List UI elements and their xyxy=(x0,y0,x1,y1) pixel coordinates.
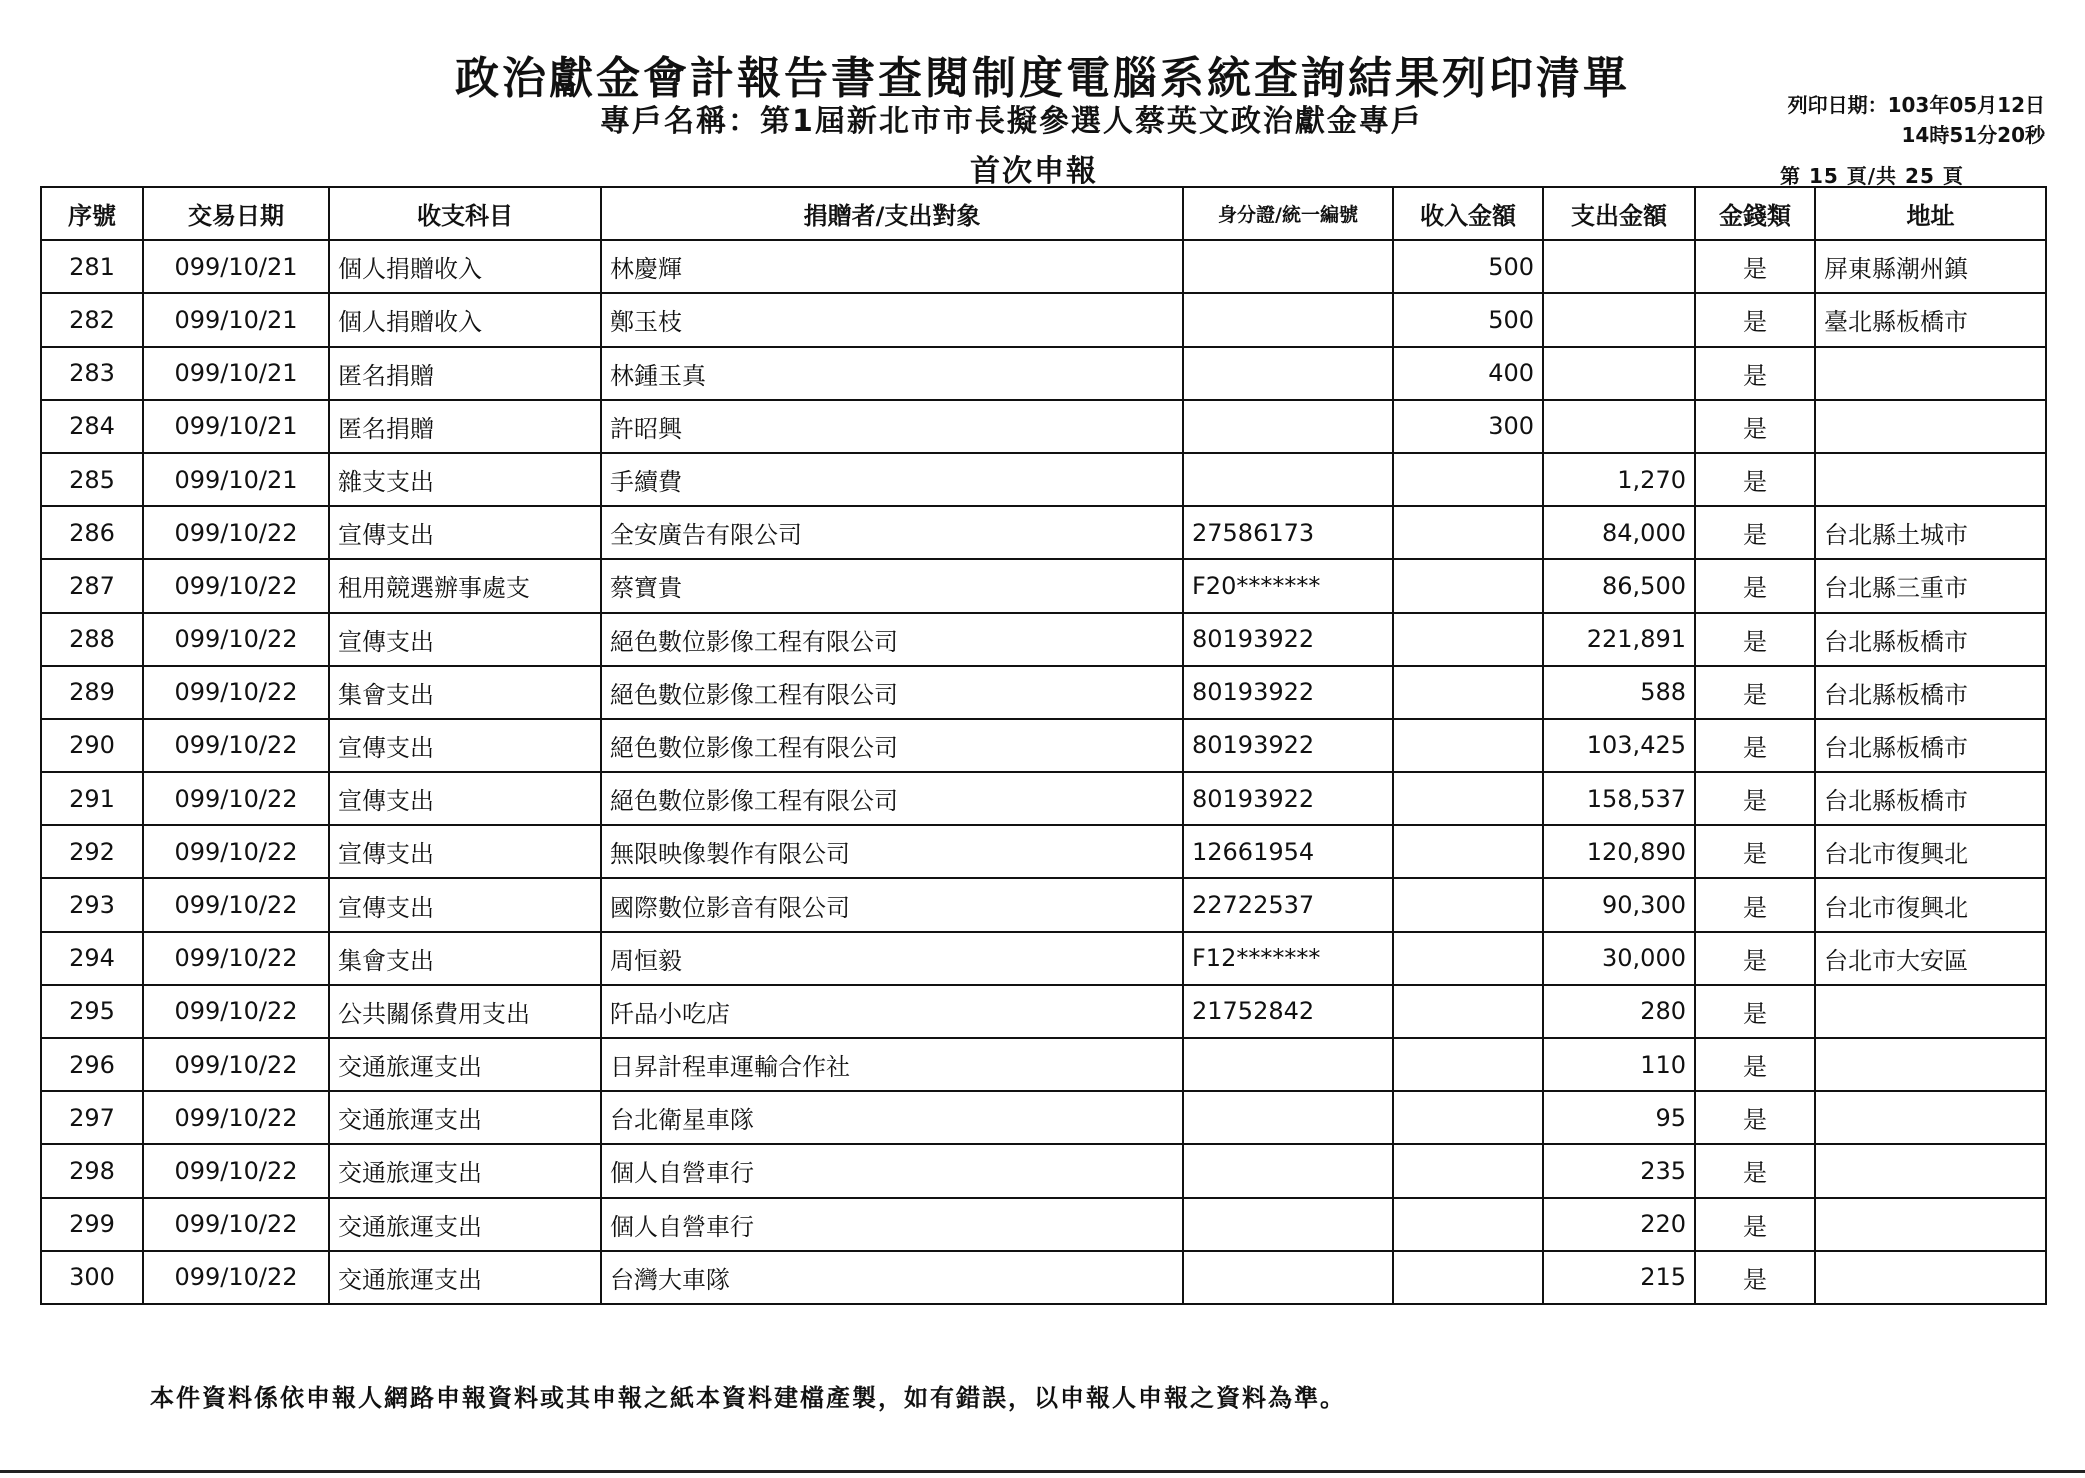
cell-subject: 雜支支出 xyxy=(329,453,601,506)
cell-income xyxy=(1393,1144,1543,1197)
table-row xyxy=(41,1144,2046,1197)
cell-expense: 110 xyxy=(1543,1038,1695,1091)
cell-date: 099/10/22 xyxy=(143,506,329,559)
cell-seq: 293 xyxy=(41,878,143,931)
cell-income xyxy=(1393,1038,1543,1091)
cell-id xyxy=(1183,293,1393,346)
cell-income xyxy=(1393,559,1543,612)
cell-expense: 90,300 xyxy=(1543,878,1695,931)
cell-subject: 宣傳支出 xyxy=(329,878,601,931)
column-header: 收支科目 xyxy=(329,187,601,240)
cell-address xyxy=(1815,400,2046,453)
cell-id xyxy=(1183,1038,1393,1091)
cell-income xyxy=(1393,719,1543,772)
cell-id xyxy=(1183,1251,1393,1304)
cell-cash: 是 xyxy=(1695,1251,1815,1304)
cell-expense: 221,891 xyxy=(1543,613,1695,666)
cell-date: 099/10/21 xyxy=(143,293,329,346)
cell-income xyxy=(1393,878,1543,931)
cell-party: 許昭興 xyxy=(601,400,1183,453)
cell-party: 國際數位影音有限公司 xyxy=(601,878,1183,931)
print-date: 列印日期：103年05月12日 xyxy=(1787,93,2045,117)
footer-note: 本件資料係依申報人網路申報資料或其申報之紙本資料建檔產製，如有錯誤，以申報人申報之資料為準。 xyxy=(150,1384,1346,1412)
cell-id: 22722537 xyxy=(1183,878,1393,931)
cell-expense: 95 xyxy=(1543,1091,1695,1144)
cell-subject: 個人捐贈收入 xyxy=(329,293,601,346)
cell-cash: 是 xyxy=(1695,985,1815,1038)
column-header: 身分證/統一編號 xyxy=(1183,187,1393,240)
records-table xyxy=(40,186,2047,1305)
cell-party: 鄭玉枝 xyxy=(601,293,1183,346)
cell-expense: 30,000 xyxy=(1543,932,1695,985)
cell-date: 099/10/22 xyxy=(143,613,329,666)
cell-subject: 匿名捐贈 xyxy=(329,400,601,453)
cell-date: 099/10/22 xyxy=(143,878,329,931)
cell-expense: 215 xyxy=(1543,1251,1695,1304)
cell-date: 099/10/21 xyxy=(143,347,329,400)
cell-expense: 220 xyxy=(1543,1198,1695,1251)
cell-id: 12661954 xyxy=(1183,825,1393,878)
cell-income: 500 xyxy=(1393,293,1543,346)
cell-seq: 285 xyxy=(41,453,143,506)
cell-date: 099/10/22 xyxy=(143,719,329,772)
column-header: 金錢類 xyxy=(1695,187,1815,240)
cell-seq: 290 xyxy=(41,719,143,772)
column-header: 收入金額 xyxy=(1393,187,1543,240)
cell-date: 099/10/22 xyxy=(143,1198,329,1251)
cell-income xyxy=(1393,825,1543,878)
table-row xyxy=(41,240,2046,293)
cell-address xyxy=(1815,1091,2046,1144)
print-datetime xyxy=(1788,90,2045,150)
cell-seq: 289 xyxy=(41,666,143,719)
cell-income xyxy=(1393,1198,1543,1251)
cell-subject: 個人捐贈收入 xyxy=(329,240,601,293)
cell-cash: 是 xyxy=(1695,878,1815,931)
table-row xyxy=(41,825,2046,878)
cell-subject: 租用競選辦事處支 xyxy=(329,559,601,612)
cell-cash: 是 xyxy=(1695,666,1815,719)
cell-income xyxy=(1393,1091,1543,1144)
cell-party: 蔡寶貴 xyxy=(601,559,1183,612)
table-header-row xyxy=(41,187,2046,240)
cell-income xyxy=(1393,666,1543,719)
table-row xyxy=(41,453,2046,506)
cell-cash: 是 xyxy=(1695,506,1815,559)
cell-expense xyxy=(1543,293,1695,346)
cell-party: 全安廣告有限公司 xyxy=(601,506,1183,559)
cell-address: 台北縣板橋市 xyxy=(1815,613,2046,666)
cell-cash: 是 xyxy=(1695,1144,1815,1197)
cell-id xyxy=(1183,400,1393,453)
cell-party: 絕色數位影像工程有限公司 xyxy=(601,772,1183,825)
cell-address xyxy=(1815,347,2046,400)
cell-cash: 是 xyxy=(1695,1038,1815,1091)
cell-date: 099/10/21 xyxy=(143,453,329,506)
cell-party: 林慶輝 xyxy=(601,240,1183,293)
cell-id: F20******* xyxy=(1183,559,1393,612)
table-row xyxy=(41,559,2046,612)
cell-address xyxy=(1815,1038,2046,1091)
cell-expense: 235 xyxy=(1543,1144,1695,1197)
cell-date: 099/10/22 xyxy=(143,1038,329,1091)
cell-seq: 283 xyxy=(41,347,143,400)
cell-id: 80193922 xyxy=(1183,772,1393,825)
column-header: 捐贈者/支出對象 xyxy=(601,187,1183,240)
cell-seq: 291 xyxy=(41,772,143,825)
cell-income xyxy=(1393,506,1543,559)
cell-address xyxy=(1815,1198,2046,1251)
cell-expense: 280 xyxy=(1543,985,1695,1038)
cell-id: 80193922 xyxy=(1183,666,1393,719)
cell-income xyxy=(1393,453,1543,506)
cell-date: 099/10/21 xyxy=(143,400,329,453)
cell-subject: 交通旅運支出 xyxy=(329,1144,601,1197)
cell-expense: 120,890 xyxy=(1543,825,1695,878)
cell-party: 手續費 xyxy=(601,453,1183,506)
table-row xyxy=(41,932,2046,985)
cell-seq: 292 xyxy=(41,825,143,878)
cell-expense: 1,270 xyxy=(1543,453,1695,506)
cell-date: 099/10/22 xyxy=(143,1091,329,1144)
cell-address xyxy=(1815,985,2046,1038)
table-row xyxy=(41,666,2046,719)
cell-cash: 是 xyxy=(1695,613,1815,666)
cell-address xyxy=(1815,453,2046,506)
page-info: 第 15 頁/共 25 頁 xyxy=(1780,164,1964,188)
table-row xyxy=(41,347,2046,400)
cell-seq: 281 xyxy=(41,240,143,293)
cell-cash: 是 xyxy=(1695,453,1815,506)
column-header: 交易日期 xyxy=(143,187,329,240)
cell-subject: 宣傳支出 xyxy=(329,825,601,878)
cell-subject: 交通旅運支出 xyxy=(329,1091,601,1144)
cell-id: 80193922 xyxy=(1183,719,1393,772)
cell-seq: 297 xyxy=(41,1091,143,1144)
cell-date: 099/10/22 xyxy=(143,1251,329,1304)
account-name: 專戶名稱：第1屆新北市市長擬參選人蔡英文政治獻金專戶 xyxy=(600,104,1423,139)
cell-date: 099/10/22 xyxy=(143,985,329,1038)
cell-seq: 299 xyxy=(41,1198,143,1251)
cell-cash: 是 xyxy=(1695,932,1815,985)
cell-seq: 298 xyxy=(41,1144,143,1197)
cell-date: 099/10/21 xyxy=(143,240,329,293)
table-row xyxy=(41,719,2046,772)
cell-address: 台北縣板橋市 xyxy=(1815,666,2046,719)
report-type: 首次申報 xyxy=(970,154,1098,189)
cell-address: 台北縣板橋市 xyxy=(1815,719,2046,772)
cell-party: 台灣大車隊 xyxy=(601,1251,1183,1304)
cell-subject: 交通旅運支出 xyxy=(329,1038,601,1091)
table-row xyxy=(41,985,2046,1038)
cell-id xyxy=(1183,1091,1393,1144)
cell-expense: 588 xyxy=(1543,666,1695,719)
cell-id xyxy=(1183,1144,1393,1197)
cell-address: 屏東縣潮州鎮 xyxy=(1815,240,2046,293)
cell-expense xyxy=(1543,240,1695,293)
cell-address: 台北縣土城市 xyxy=(1815,506,2046,559)
cell-cash: 是 xyxy=(1695,240,1815,293)
cell-party: 林鍾玉真 xyxy=(601,347,1183,400)
table-row xyxy=(41,772,2046,825)
table-row xyxy=(41,506,2046,559)
page-title: 政治獻金會計報告書查閱制度電腦系統查詢結果列印清單 xyxy=(455,53,1630,104)
column-header: 序號 xyxy=(41,187,143,240)
cell-address: 台北市復興北 xyxy=(1815,825,2046,878)
cell-address xyxy=(1815,1251,2046,1304)
cell-id xyxy=(1183,347,1393,400)
cell-date: 099/10/22 xyxy=(143,825,329,878)
cell-cash: 是 xyxy=(1695,1198,1815,1251)
table-body xyxy=(41,240,2046,1304)
cell-expense xyxy=(1543,347,1695,400)
cell-subject: 交通旅運支出 xyxy=(329,1251,601,1304)
cell-party: 絕色數位影像工程有限公司 xyxy=(601,613,1183,666)
cell-party: 台北衛星車隊 xyxy=(601,1091,1183,1144)
cell-cash: 是 xyxy=(1695,772,1815,825)
cell-party: 周恒毅 xyxy=(601,932,1183,985)
cell-expense: 103,425 xyxy=(1543,719,1695,772)
table-row xyxy=(41,1251,2046,1304)
cell-cash: 是 xyxy=(1695,559,1815,612)
cell-id: 21752842 xyxy=(1183,985,1393,1038)
cell-subject: 交通旅運支出 xyxy=(329,1198,601,1251)
cell-id: 80193922 xyxy=(1183,613,1393,666)
cell-party: 個人自營車行 xyxy=(601,1198,1183,1251)
cell-address: 台北市大安區 xyxy=(1815,932,2046,985)
cell-income xyxy=(1393,985,1543,1038)
cell-income xyxy=(1393,613,1543,666)
bottom-rule xyxy=(0,1470,2085,1473)
table-row xyxy=(41,1038,2046,1091)
cell-id: F12******* xyxy=(1183,932,1393,985)
cell-income xyxy=(1393,772,1543,825)
cell-seq: 286 xyxy=(41,506,143,559)
cell-income: 400 xyxy=(1393,347,1543,400)
cell-id xyxy=(1183,1198,1393,1251)
cell-address: 臺北縣板橋市 xyxy=(1815,293,2046,346)
table-row xyxy=(41,1091,2046,1144)
cell-date: 099/10/22 xyxy=(143,932,329,985)
cell-seq: 284 xyxy=(41,400,143,453)
cell-income xyxy=(1393,1251,1543,1304)
column-header: 地址 xyxy=(1815,187,2046,240)
cell-date: 099/10/22 xyxy=(143,1144,329,1197)
column-header: 支出金額 xyxy=(1543,187,1695,240)
table-row xyxy=(41,400,2046,453)
cell-date: 099/10/22 xyxy=(143,772,329,825)
cell-income xyxy=(1393,932,1543,985)
cell-address: 台北縣板橋市 xyxy=(1815,772,2046,825)
cell-subject: 宣傳支出 xyxy=(329,772,601,825)
cell-party: 絕色數位影像工程有限公司 xyxy=(601,719,1183,772)
cell-party: 阡品小吃店 xyxy=(601,985,1183,1038)
cell-date: 099/10/22 xyxy=(143,559,329,612)
cell-subject: 宣傳支出 xyxy=(329,719,601,772)
cell-expense: 86,500 xyxy=(1543,559,1695,612)
cell-address: 台北市復興北 xyxy=(1815,878,2046,931)
cell-address: 台北縣三重市 xyxy=(1815,559,2046,612)
cell-seq: 287 xyxy=(41,559,143,612)
cell-address xyxy=(1815,1144,2046,1197)
cell-party: 絕色數位影像工程有限公司 xyxy=(601,666,1183,719)
table-row xyxy=(41,613,2046,666)
cell-seq: 295 xyxy=(41,985,143,1038)
cell-subject: 匿名捐贈 xyxy=(329,347,601,400)
cell-seq: 288 xyxy=(41,613,143,666)
cell-seq: 282 xyxy=(41,293,143,346)
cell-cash: 是 xyxy=(1695,347,1815,400)
cell-id: 27586173 xyxy=(1183,506,1393,559)
table-row xyxy=(41,293,2046,346)
table-row xyxy=(41,1198,2046,1251)
cell-seq: 296 xyxy=(41,1038,143,1091)
cell-subject: 集會支出 xyxy=(329,666,601,719)
cell-subject: 宣傳支出 xyxy=(329,613,601,666)
cell-cash: 是 xyxy=(1695,293,1815,346)
cell-cash: 是 xyxy=(1695,1091,1815,1144)
cell-income: 300 xyxy=(1393,400,1543,453)
cell-subject: 公共關係費用支出 xyxy=(329,985,601,1038)
cell-cash: 是 xyxy=(1695,825,1815,878)
cell-subject: 集會支出 xyxy=(329,932,601,985)
cell-party: 日昇計程車運輸合作社 xyxy=(601,1038,1183,1091)
cell-seq: 294 xyxy=(41,932,143,985)
cell-date: 099/10/22 xyxy=(143,666,329,719)
cell-income: 500 xyxy=(1393,240,1543,293)
cell-expense: 84,000 xyxy=(1543,506,1695,559)
cell-expense: 158,537 xyxy=(1543,772,1695,825)
cell-expense xyxy=(1543,400,1695,453)
cell-cash: 是 xyxy=(1695,400,1815,453)
cell-subject: 宣傳支出 xyxy=(329,506,601,559)
cell-id xyxy=(1183,240,1393,293)
cell-party: 個人自營車行 xyxy=(601,1144,1183,1197)
print-time: 14時51分20秒 xyxy=(1901,123,2045,147)
table-row xyxy=(41,878,2046,931)
cell-cash: 是 xyxy=(1695,719,1815,772)
cell-seq: 300 xyxy=(41,1251,143,1304)
cell-id xyxy=(1183,453,1393,506)
cell-party: 無限映像製作有限公司 xyxy=(601,825,1183,878)
